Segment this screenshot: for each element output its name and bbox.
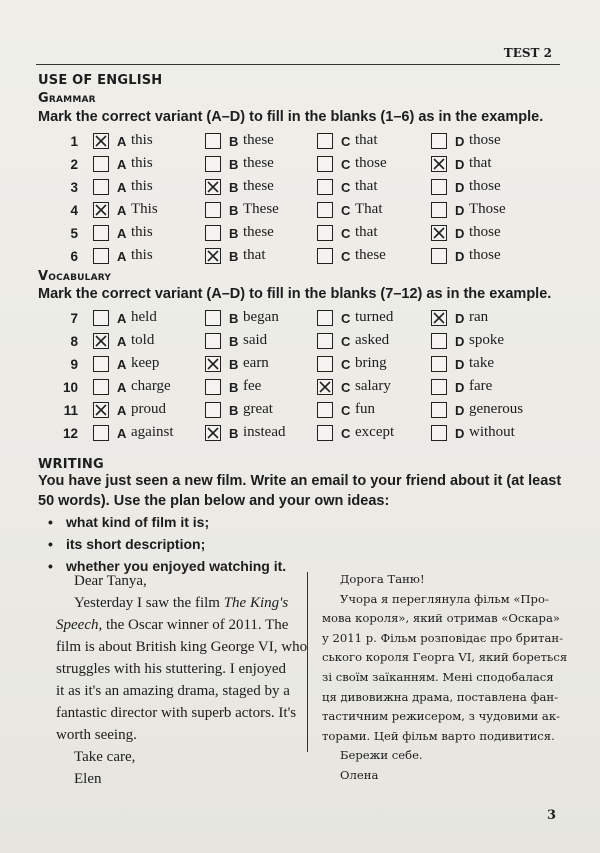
option-letter: D	[455, 380, 465, 395]
option-letter: D	[455, 334, 465, 349]
option-letter: A	[117, 426, 127, 441]
answer-checkbox[interactable]	[93, 248, 109, 264]
option-letter: B	[229, 157, 239, 172]
page-number: 3	[546, 808, 556, 823]
answer-checkbox[interactable]	[205, 356, 221, 372]
question-row	[0, 331, 600, 353]
option-letter: B	[229, 249, 239, 264]
email-line-ua: ця дивовижна драма, поставлена фан-	[322, 689, 559, 704]
cross-mark-icon	[432, 226, 446, 240]
email-line-ua: Учора я переглянула фільм «Про-	[340, 591, 549, 606]
cross-mark-icon	[94, 334, 108, 348]
option-word: these	[243, 155, 274, 171]
answer-checkbox[interactable]	[205, 333, 221, 349]
question-number: 11	[63, 403, 78, 418]
option-letter: C	[341, 157, 351, 172]
option-word: that	[243, 247, 266, 263]
option-letter: A	[117, 380, 127, 395]
email-closing: Take care,	[74, 749, 136, 765]
answer-checkbox[interactable]	[431, 379, 447, 395]
answer-checkbox[interactable]	[317, 156, 333, 172]
option-word: this	[131, 247, 153, 263]
email-line: film is about British king George VI, who	[56, 639, 308, 655]
option-letter: D	[455, 203, 465, 218]
cross-mark-icon	[432, 311, 446, 325]
option-letter: C	[341, 380, 351, 395]
option-word: this	[131, 132, 153, 148]
question-row	[0, 246, 600, 268]
cross-mark-icon	[94, 403, 108, 417]
option-letter: D	[455, 357, 465, 372]
answer-checkbox[interactable]	[317, 133, 333, 149]
option-word: instead	[243, 424, 286, 440]
option-word: against	[131, 424, 174, 440]
option-word: began	[243, 309, 279, 325]
question-row	[0, 354, 600, 376]
email-line-ua: мова короля», який отримав «Оскара»	[322, 611, 560, 626]
email-text: , the Oscar winner of 2011. The	[98, 617, 289, 633]
answer-checkbox[interactable]	[205, 179, 221, 195]
option-word: turned	[355, 309, 394, 325]
email-signature-ua: Олена	[340, 767, 379, 782]
email-english	[56, 570, 308, 790]
option-word: fun	[355, 401, 375, 417]
answer-checkbox[interactable]	[205, 248, 221, 264]
email-line-ua: ського короля Георга VI, який бореться	[322, 650, 568, 665]
option-letter: A	[117, 403, 127, 418]
option-word: This	[131, 201, 158, 217]
option-word: spoke	[469, 332, 504, 348]
option-word: that	[355, 224, 378, 240]
option-word: these	[243, 132, 274, 148]
plan-item: • whether you enjoyed watching it.	[66, 556, 286, 578]
option-word: These	[243, 201, 279, 217]
option-word: this	[131, 178, 153, 194]
option-letter: A	[117, 180, 127, 195]
option-letter: D	[455, 249, 465, 264]
question-number: 5	[70, 226, 78, 241]
option-word: these	[243, 178, 274, 194]
option-letter: D	[455, 134, 465, 149]
option-letter: A	[117, 311, 127, 326]
option-word: these	[355, 247, 386, 263]
cross-mark-icon	[206, 249, 220, 263]
vocabulary-instruction: Mark the correct variant (A–D) to fill in the blanks (7–12) as in the example.	[38, 286, 552, 302]
email-line-ua: тастичним режисером, з чудовими ак-	[322, 709, 560, 724]
column-divider	[307, 572, 308, 752]
option-word: earn	[243, 355, 269, 371]
option-letter: B	[229, 357, 239, 372]
option-word: without	[469, 424, 515, 440]
grammar-instruction: Mark the correct variant (A–D) to fill in the blanks (1–6) as in the example.	[38, 109, 544, 125]
option-letter: D	[455, 157, 465, 172]
plan-item: • what kind of film it is;	[66, 512, 286, 534]
email-signature: Elen	[74, 771, 102, 787]
answer-checkbox[interactable]	[317, 333, 333, 349]
email-line: fantastic director with superb actors. It's	[56, 705, 297, 721]
answer-checkbox[interactable]	[93, 156, 109, 172]
question-number: 1	[70, 134, 78, 149]
option-word: salary	[355, 378, 391, 394]
email-greeting: Dear Tanya,	[74, 573, 147, 589]
email-closing-ua: Бережи себе.	[340, 748, 423, 763]
option-word: asked	[355, 332, 390, 348]
answer-checkbox[interactable]	[431, 333, 447, 349]
option-word: Those	[469, 201, 506, 217]
answer-checkbox[interactable]	[317, 202, 333, 218]
answer-checkbox[interactable]	[317, 402, 333, 418]
email-line-ua: у 2011 р. Фільм розповідає про британ-	[322, 630, 564, 645]
answer-checkbox[interactable]	[93, 333, 109, 349]
option-word: these	[243, 224, 274, 240]
email-line: struggles with his stuttering. I enjoyed	[56, 661, 286, 677]
option-letter: C	[341, 226, 351, 241]
answer-checkbox[interactable]	[205, 379, 221, 395]
answer-checkbox[interactable]	[317, 179, 333, 195]
option-letter: A	[117, 226, 127, 241]
film-title: Speech	[56, 617, 99, 633]
option-letter: A	[117, 134, 127, 149]
answer-checkbox[interactable]	[431, 225, 447, 241]
email-line: it as it's an amazing drama, staged by a	[56, 683, 290, 699]
cross-mark-icon	[206, 357, 220, 371]
option-letter: C	[341, 249, 351, 264]
question-number: 12	[62, 426, 78, 441]
question-row	[0, 377, 600, 399]
option-word: those	[469, 132, 501, 148]
cross-mark-icon	[206, 426, 220, 440]
email-line: worth seeing.	[56, 727, 137, 743]
answer-checkbox[interactable]	[317, 310, 333, 326]
option-letter: C	[341, 134, 351, 149]
answer-checkbox[interactable]	[205, 402, 221, 418]
option-letter: B	[229, 311, 239, 326]
cross-mark-icon	[94, 203, 108, 217]
option-word: generous	[469, 401, 524, 417]
answer-checkbox[interactable]	[431, 179, 447, 195]
option-letter: B	[229, 426, 239, 441]
answer-checkbox[interactable]	[205, 156, 221, 172]
answer-checkbox[interactable]	[205, 133, 221, 149]
option-letter: B	[229, 180, 239, 195]
answer-checkbox[interactable]	[93, 179, 109, 195]
option-letter: B	[229, 380, 239, 395]
writing-instruction-line-2: 50 words). Use the plan below and your own ideas:	[38, 493, 390, 509]
option-word: this	[131, 224, 153, 240]
option-word: those	[469, 178, 501, 194]
answer-checkbox[interactable]	[205, 310, 221, 326]
option-word: ran	[469, 309, 489, 325]
answer-checkbox[interactable]	[205, 225, 221, 241]
question-row	[0, 308, 600, 330]
option-word: great	[243, 401, 273, 417]
test-label: TEST 2	[503, 46, 552, 60]
plan-item: • its short description;	[66, 534, 286, 556]
answer-checkbox[interactable]	[93, 202, 109, 218]
option-word: That	[355, 201, 383, 217]
option-word: those	[355, 155, 387, 171]
cross-mark-icon	[94, 134, 108, 148]
option-word: keep	[131, 355, 160, 371]
option-letter: C	[341, 311, 351, 326]
grammar-heading: Grammar	[38, 91, 96, 106]
film-title: The King's	[223, 595, 289, 611]
option-word: except	[355, 424, 395, 440]
answer-checkbox[interactable]	[205, 202, 221, 218]
option-letter: C	[341, 403, 351, 418]
option-word: take	[469, 355, 494, 371]
option-letter: C	[341, 426, 351, 441]
option-word: said	[243, 332, 268, 348]
option-letter: B	[229, 403, 239, 418]
answer-checkbox[interactable]	[431, 310, 447, 326]
option-letter: C	[341, 334, 351, 349]
section-use-of-english: USE OF ENGLISH	[38, 73, 163, 88]
answer-checkbox[interactable]	[431, 156, 447, 172]
email-line	[56, 614, 302, 636]
option-word: held	[131, 309, 157, 325]
option-letter: B	[229, 334, 239, 349]
answer-checkbox[interactable]	[431, 356, 447, 372]
option-word: that	[469, 155, 492, 171]
option-letter: B	[229, 226, 239, 241]
option-word: that	[355, 178, 378, 194]
answer-checkbox[interactable]	[317, 248, 333, 264]
option-letter: A	[117, 357, 127, 372]
writing-instruction-line-1: You have just seen a new film. Write an email to your friend about it (at least	[38, 473, 562, 489]
answer-checkbox[interactable]	[431, 133, 447, 149]
question-number: 10	[62, 380, 78, 395]
option-letter: C	[341, 180, 351, 195]
answer-checkbox[interactable]	[431, 402, 447, 418]
answer-checkbox[interactable]	[93, 402, 109, 418]
option-letter: A	[117, 249, 127, 264]
question-row	[0, 423, 600, 445]
cross-mark-icon	[432, 157, 446, 171]
question-number: 7	[70, 311, 78, 326]
question-row	[0, 223, 600, 245]
email-line-ua: торами. Цей фільм варто подивитися.	[322, 728, 555, 743]
email-ukrainian	[322, 570, 568, 786]
email-greeting-ua: Дорога Таню!	[340, 572, 425, 586]
writing-plan-list	[66, 512, 286, 578]
question-number: 8	[70, 334, 78, 349]
option-word: this	[131, 155, 153, 171]
answer-checkbox[interactable]	[93, 379, 109, 395]
answer-checkbox[interactable]	[93, 310, 109, 326]
vocabulary-heading: Vocabulary	[38, 269, 112, 284]
question-row	[0, 200, 600, 222]
option-word: fare	[469, 378, 493, 394]
option-word: that	[355, 132, 378, 148]
answer-checkbox[interactable]	[93, 356, 109, 372]
header-rule	[36, 64, 560, 65]
question-number: 4	[70, 203, 78, 218]
option-letter: A	[117, 157, 127, 172]
answer-checkbox[interactable]	[317, 379, 333, 395]
answer-checkbox[interactable]	[93, 425, 109, 441]
option-word: charge	[131, 378, 171, 394]
question-row	[0, 177, 600, 199]
option-letter: D	[455, 226, 465, 241]
answer-checkbox[interactable]	[317, 225, 333, 241]
option-letter: C	[341, 203, 351, 218]
email-text: Yesterday I saw the film	[74, 595, 224, 611]
option-word: proud	[131, 401, 166, 417]
option-letter: B	[229, 134, 239, 149]
option-letter: A	[117, 203, 127, 218]
answer-checkbox[interactable]	[431, 425, 447, 441]
option-letter: D	[455, 311, 465, 326]
cross-mark-icon	[206, 180, 220, 194]
option-letter: B	[229, 203, 239, 218]
cross-mark-icon	[318, 380, 332, 394]
email-line	[56, 592, 302, 614]
question-number: 3	[70, 180, 78, 195]
option-letter: D	[455, 180, 465, 195]
option-word: bring	[355, 355, 387, 371]
question-row	[0, 131, 600, 153]
question-row	[0, 400, 600, 422]
answer-checkbox[interactable]	[205, 425, 221, 441]
option-letter: A	[117, 334, 127, 349]
answer-checkbox[interactable]	[93, 225, 109, 241]
option-letter: D	[455, 426, 465, 441]
answer-checkbox[interactable]	[93, 133, 109, 149]
question-row	[0, 154, 600, 176]
option-letter: D	[455, 403, 465, 418]
option-word: fee	[243, 378, 262, 394]
answer-checkbox[interactable]	[317, 356, 333, 372]
writing-heading: WRITING	[38, 457, 104, 472]
answer-checkbox[interactable]	[317, 425, 333, 441]
option-word: those	[469, 224, 501, 240]
question-number: 2	[70, 157, 78, 172]
email-line-ua: зі своїм заїканням. Мені сподобалася	[322, 669, 554, 684]
answer-checkbox[interactable]	[431, 202, 447, 218]
question-number: 6	[70, 249, 78, 264]
question-number: 9	[70, 357, 78, 372]
option-word: told	[131, 332, 155, 348]
option-word: those	[469, 247, 501, 263]
option-letter: C	[341, 357, 351, 372]
answer-checkbox[interactable]	[431, 248, 447, 264]
